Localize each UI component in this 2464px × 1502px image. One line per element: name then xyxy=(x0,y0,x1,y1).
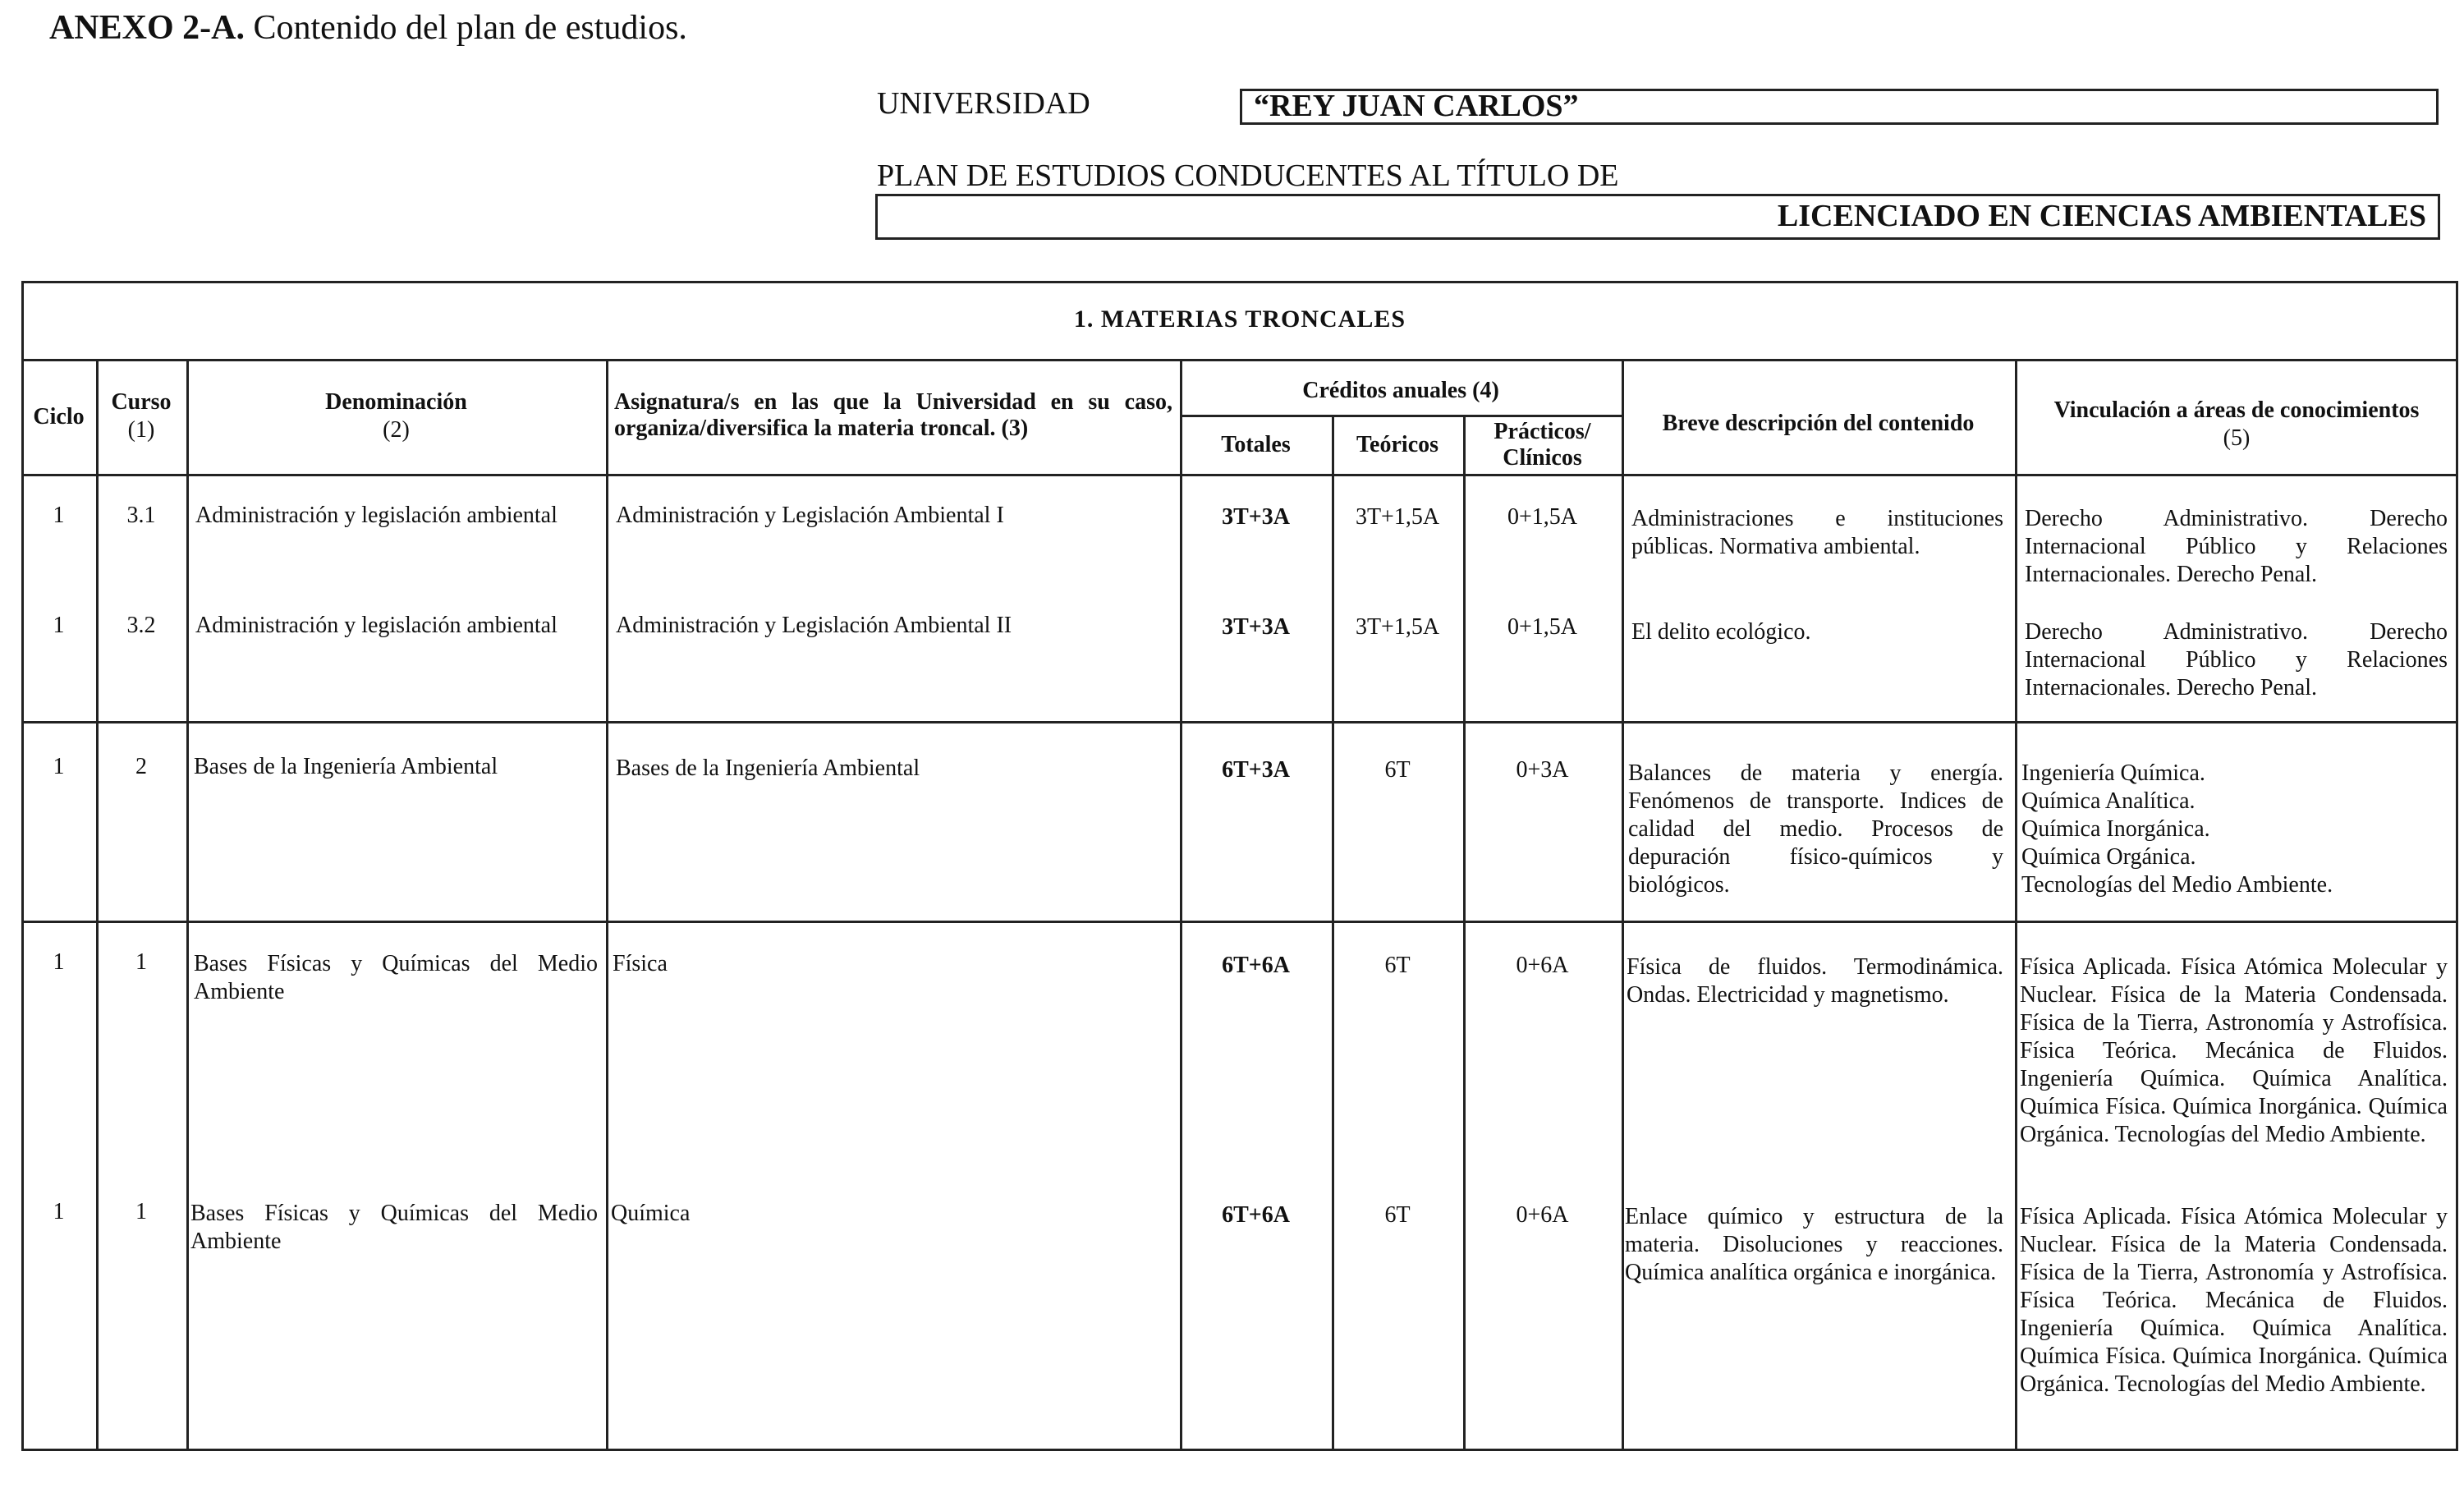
row-2-denominacion: Administración y legislación ambiental xyxy=(195,613,557,638)
row-2-curso: 3.2 xyxy=(126,613,156,638)
annex-title xyxy=(49,8,687,48)
header-curso: Curso xyxy=(111,389,172,415)
row-5-asignatura: Química xyxy=(611,1201,691,1226)
row-4-teoricos: 6T xyxy=(1384,953,1411,978)
table-rule xyxy=(21,359,2458,361)
row-4-descripcion: Física de fluidos. Termodinámica. Ondas. Electricidad y magnetismo. xyxy=(1627,954,2003,1008)
row-4-vinculacion: Física Aplicada. Física Atómica Molecular y Nuclear. Física de la Materia Condensada. Física de la Tierra, Astronomía y Astrofísica. Física Teórica. Mecánica de Fluidos. Ingeniería Química. Química Analítica. Química Física. Química Inorgánica. Química Orgánica. Tecnologías del Medio Ambiente. xyxy=(2020,954,2448,1147)
header-totales: Totales xyxy=(1221,432,1291,457)
table-rule xyxy=(186,359,189,1451)
row-1-descripcion: Administraciones e instituciones públicas. Normativa ambiental. xyxy=(1631,506,2003,559)
table-rule xyxy=(21,921,2458,923)
row-3-denominacion: Bases de la Ingeniería Ambiental xyxy=(194,754,498,779)
header-creditos: Créditos anuales (4) xyxy=(1302,378,1499,403)
row-1-denominacion: Administración y legislación ambiental xyxy=(195,503,557,528)
row-5-denominacion: Bases Físicas y Químicas del Medio Ambiente xyxy=(190,1201,598,1254)
row-3-descripcion: Balances de materia y energía. Fenómenos de transporte. Indices de calidad del medio. Procesos de depuración físico-químicos y biológicos. xyxy=(1628,760,2003,898)
row-3-asignatura: Bases de la Ingeniería Ambiental xyxy=(616,756,920,781)
row-5-curso: 1 xyxy=(135,1199,147,1224)
row-4-denominacion: Bases Físicas y Químicas del Medio Ambiente xyxy=(194,951,598,1004)
section-title: 1. MATERIAS TRONCALES xyxy=(1073,305,1406,333)
header-vinculacion: Vinculación a áreas de conocimientos xyxy=(2053,397,2420,423)
row-2-teoricos: 3T+1,5A xyxy=(1355,614,1440,640)
row-2-ciclo: 1 xyxy=(53,613,65,638)
row-3-ciclo: 1 xyxy=(53,754,65,779)
header-teoricos: Teóricos xyxy=(1356,432,1439,457)
row-1-teoricos: 3T+1,5A xyxy=(1355,504,1440,530)
degree-value: LICENCIADO EN CIENCIAS AMBIENTALES xyxy=(875,194,2440,240)
header-asignatura: Asignatura/s en las que la Universidad en su caso, organiza/diversifica la materia troncal. (3) xyxy=(614,389,1172,441)
row-2-practicos: 0+1,5A xyxy=(1507,614,1577,640)
table-rule xyxy=(1463,415,1466,1451)
row-1-ciclo: 1 xyxy=(53,503,65,528)
row-5-descripcion: Enlace químico y estructura de la materia. Disoluciones y reacciones. Química analítica orgánica e inorgánica. xyxy=(1625,1204,2003,1285)
header-ciclo: Ciclo xyxy=(33,404,85,429)
row-3-totales: 6T+3A xyxy=(1222,757,1290,783)
table-rule xyxy=(2015,359,2017,1451)
row-2-totales: 3T+3A xyxy=(1222,614,1290,640)
annex-description: Contenido del plan de estudios. xyxy=(245,9,687,47)
table-rule xyxy=(606,359,608,1451)
table-rule xyxy=(21,474,2458,476)
row-5-vinculacion: Física Aplicada. Física Atómica Molecular y Nuclear. Física de la Materia Condensada. Física de la Tierra, Astronomía y Astrofísica. Física Teórica. Mecánica de Fluidos. Ingeniería Química. Química Analítica. Química Física. Química Inorgánica. Química Orgánica. Tecnologías del Medio Ambiente. xyxy=(2020,1204,2448,1397)
row-4-ciclo: 1 xyxy=(53,949,65,975)
header-curso-note: (1) xyxy=(127,417,155,443)
row-4-asignatura: Física xyxy=(613,951,668,976)
table-rule xyxy=(1622,359,1624,1451)
row-1-totales: 3T+3A xyxy=(1222,504,1290,530)
row-1-asignatura: Administración y Legislación Ambiental I xyxy=(616,503,1004,528)
row-4-totales: 6T+6A xyxy=(1222,953,1290,978)
header-vinculacion-note: (5) xyxy=(2223,425,2251,451)
table-rule xyxy=(21,721,2458,723)
row-3-teoricos: 6T xyxy=(1384,757,1411,783)
header-denominacion-note: (2) xyxy=(383,417,410,443)
table-rule xyxy=(1332,415,1334,1451)
row-2-descripcion: El delito ecológico. xyxy=(1631,619,1811,645)
row-5-practicos: 0+6A xyxy=(1516,1202,1569,1228)
row-5-totales: 6T+6A xyxy=(1222,1202,1290,1228)
row-5-teoricos: 6T xyxy=(1384,1202,1411,1228)
header-practicos: Prácticos/ Clínicos xyxy=(1494,419,1591,471)
row-1-curso: 3.1 xyxy=(126,503,156,528)
university-label: UNIVERSIDAD xyxy=(877,86,1090,121)
row-4-curso: 1 xyxy=(135,949,147,975)
annex-label: ANEXO 2-A. xyxy=(49,9,245,47)
row-2-vinculacion: Derecho Administrativo. Derecho Internacional Público y Relaciones Internacionales. Derecho Penal. xyxy=(2025,619,2448,700)
row-5-ciclo: 1 xyxy=(53,1199,65,1224)
degree-label: PLAN DE ESTUDIOS CONDUCENTES AL TÍTULO DE xyxy=(877,158,1619,193)
row-2-asignatura: Administración y Legislación Ambiental II xyxy=(616,613,1012,638)
header-denominacion: Denominación xyxy=(325,389,467,415)
header-descripcion: Breve descripción del contenido xyxy=(1662,411,1975,436)
row-1-practicos: 0+1,5A xyxy=(1507,504,1577,530)
table-rule xyxy=(1180,415,1622,417)
row-3-curso: 2 xyxy=(135,754,147,779)
row-4-practicos: 0+6A xyxy=(1516,953,1569,978)
row-3-practicos: 0+3A xyxy=(1516,757,1569,783)
row-3-vinculacion: Ingeniería Química. Química Analítica. Química Inorgánica. Química Orgánica. Tecnologías del Medio Ambiente. xyxy=(2021,760,2333,898)
university-value: “REY JUAN CARLOS” xyxy=(1240,89,2439,125)
row-1-vinculacion: Derecho Administrativo. Derecho Internacional Público y Relaciones Internacionales. Derecho Penal. xyxy=(2025,506,2448,587)
